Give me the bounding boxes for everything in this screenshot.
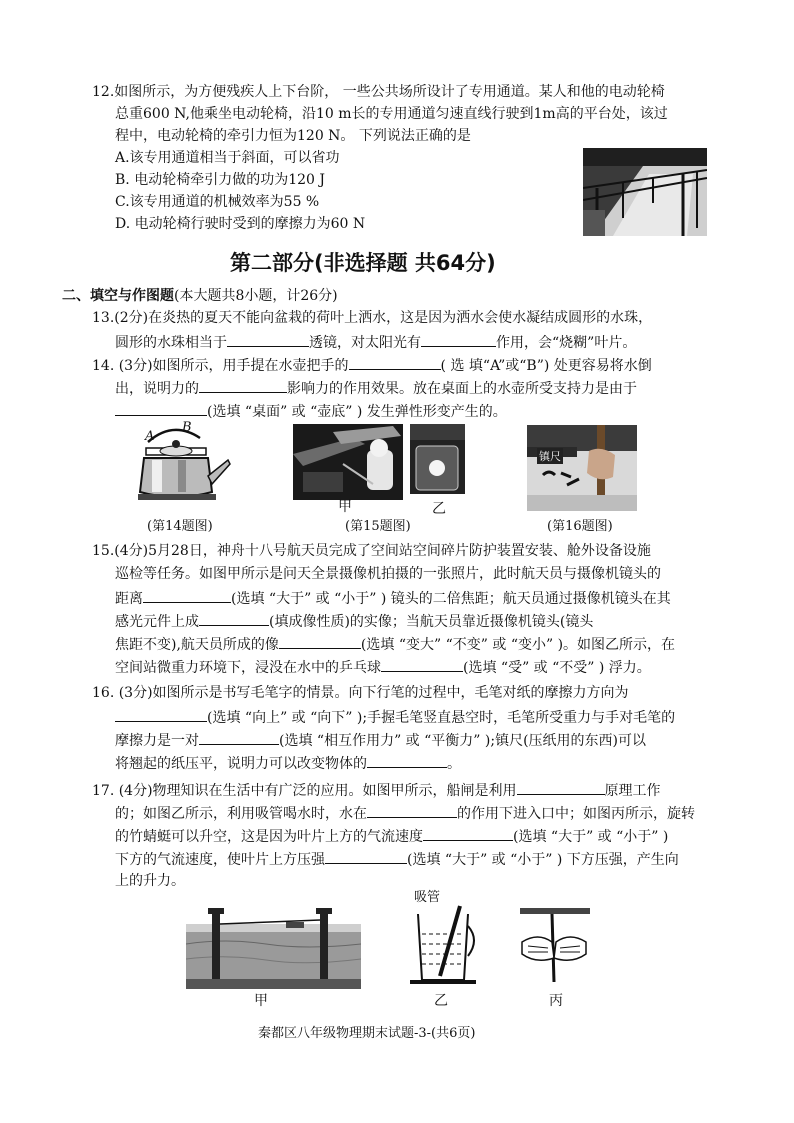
q14-blank-1[interactable] — [349, 354, 441, 370]
fig17-jia-label: 甲 — [254, 993, 268, 1009]
q15-text-c: 感光元件上成 — [115, 614, 199, 630]
q15-line-3 — [115, 587, 671, 609]
q15-blank-4[interactable] — [381, 656, 463, 672]
q16-blank-3[interactable] — [367, 752, 447, 768]
q17-blank-4[interactable] — [325, 848, 407, 864]
q15-line-4 — [115, 610, 593, 632]
q17-text-h: (选填 “大于” 或 “小于” ) 下方压强，产生向 — [407, 852, 679, 868]
q17-text-a: 17. (4分)物理知识在生活中有广泛的应用。如图甲所示，船闸是利用 — [92, 783, 517, 799]
q16-text-d: 将翘起的纸压平，说明力可以改变物体的 — [115, 756, 367, 772]
q17-text-c: 的；如图乙所示，利用吸管喝水时，水在 — [115, 806, 367, 822]
q12-option-c: C.该专用通道的机械效率为55 % — [115, 194, 320, 210]
q12-line-1: 12.如图所示，为方便残疾人上下台阶， 一些公共场所设计了专用通道。某人和他的电动轮椅 — [92, 84, 665, 100]
section-note: (本大题共8小题，计26分) — [174, 288, 338, 304]
q16-text-a: (选填 “向上” 或 “向下” );手握毛笔竖直悬空时，毛笔所受重力与手对毛笔的 — [207, 710, 676, 726]
q16-text-e: 。 — [447, 756, 461, 772]
q15-text-e: 焦距不变),航天员所成的像 — [115, 637, 279, 653]
q14-text-c: 出，说明力的 — [115, 381, 199, 397]
q15-text-f: (选填 “变大” “不变” 或 “变小” )。如图乙所示，在 — [360, 637, 676, 653]
q15-text-a: 距离 — [115, 591, 143, 607]
q17-line-3 — [115, 825, 668, 847]
q15-pingpong-photo — [410, 424, 465, 494]
q14-text-d: 影响力的作用效果。放在桌面上的水壶所受支持力是由于 — [287, 381, 637, 397]
q14-text-e: (选填 “桌面” 或 “壶底” ) 发生弹性形变产生的。 — [207, 404, 507, 420]
q17-blank-3[interactable] — [423, 825, 513, 841]
q12-line-2: 总重600 N,他乘坐电动轮椅，沿10 m长的专用通道匀速直线行驶到1m高的平台处，该过 — [115, 106, 668, 122]
fig15-caption: (第15题图) — [345, 519, 411, 534]
q14-text-b: ( 选 填“A”或“B”) 处更容易将水倒 — [440, 358, 652, 374]
page-footer: 秦都区八年级物理期末试题-3-(共6页) — [258, 1026, 476, 1041]
q12-option-b: B. 电动轮椅牵引力做的功为120 J — [115, 172, 325, 188]
q14-line-2 — [115, 377, 637, 399]
q16-calligraphy-photo — [527, 425, 637, 511]
q17-bamboo-dragonfly-figure — [514, 902, 594, 984]
q17-blank-1[interactable] — [517, 779, 605, 795]
q17-line-1 — [92, 779, 661, 801]
q16-blank-2[interactable] — [199, 729, 279, 745]
q15-line-6 — [115, 656, 651, 678]
q14-line-3 — [115, 400, 507, 422]
q13-line-2 — [115, 331, 636, 353]
fig17-bing-label: 丙 — [549, 993, 563, 1009]
q15-blank-3[interactable] — [279, 633, 361, 649]
q17-text-f: (选填 “大于” 或 “小于” ) — [513, 829, 669, 845]
q15-line-5 — [115, 633, 675, 655]
q13-line-1: 13.(2分)在炎热的夏天不能向盆栽的荷叶上洒水，这是因为洒水会使水凝结成圆形的水珠， — [92, 310, 653, 326]
q15-text-g: 空间站微重力环境下，浸没在水中的乒乓球 — [115, 660, 381, 676]
q14-blank-3[interactable] — [115, 400, 207, 416]
fig15-jia-label: 甲 — [338, 499, 352, 515]
section-head: 二、填空与作图题 — [62, 288, 174, 304]
q13-text-c: 作用，会“烧糊”叶片。 — [496, 335, 637, 351]
kettle-label-a: A — [145, 429, 155, 444]
q16-text-c: (选填 “相互作用力” 或 “平衡力” );镇尺(压纸用的东西)可以 — [279, 733, 646, 749]
q17-line-4 — [115, 848, 679, 870]
fig15-yi-label: 乙 — [432, 501, 446, 517]
q15-astronaut-photo — [293, 424, 403, 500]
q14-text-a: 14. (3分)如图所示，用手提在水壶把手的 — [92, 358, 349, 374]
straw-label: 吸管 — [414, 890, 441, 905]
q16-line-3 — [115, 729, 646, 751]
q13-text-b: 透镜，对太阳光有 — [309, 335, 421, 351]
q17-text-e: 的竹蜻蜓可以升空，这是因为叶片上方的气流速度 — [115, 829, 423, 845]
q17-text-b: 原理工作 — [604, 783, 661, 799]
q12-line-3: 程中，电动轮椅的牵引力恒为120 N。 下列说法正确的是 — [115, 128, 471, 144]
q15-blank-1[interactable] — [143, 587, 231, 603]
q14-line-1 — [92, 354, 652, 376]
fig14-caption: (第14题图) — [147, 519, 213, 534]
kettle-label-b: B — [182, 420, 192, 435]
q15-text-h: (选填 “受” 或 “不受” ) 浮力。 — [463, 660, 651, 676]
q15-blank-2[interactable] — [199, 610, 269, 626]
q15-text-d: (填成像性质)的实像；当航天员靠近摄像机镜头(镜头 — [269, 614, 594, 630]
q12-option-a: A.该专用通道相当于斜面，可以省功 — [115, 150, 340, 166]
q15-line-2: 巡检等任务。如图甲所示是问天全景摄像机拍摄的一张照片，此时航天员与摄像机镜头的 — [115, 566, 661, 582]
q15-text-b: (选填 “大于” 或 “小于” ) 镜头的二倍焦距；航天员通过摄像机镜头在其 — [231, 591, 671, 607]
q17-line-5: 上的升力。 — [115, 873, 185, 889]
q17-straw-cup-figure — [410, 900, 480, 985]
q17-blank-2[interactable] — [367, 802, 457, 818]
q17-text-g: 下方的气流速度，使叶片上方压强 — [115, 852, 325, 868]
q15-line-1: 15.(4分)5月28日，神舟十八号航天员完成了空间站空间碎片防护装置安装、舱外设备设施 — [92, 543, 651, 559]
q17-line-2 — [115, 802, 695, 824]
q17-text-d: 的作用下进入口中；如图丙所示，旋转 — [457, 806, 695, 822]
q16-blank-1[interactable] — [115, 706, 207, 722]
q13-blank-2[interactable] — [421, 331, 496, 347]
q16-text-b: 摩擦力是一对 — [115, 733, 199, 749]
q16-line-1: 16. (3分)如图所示是书写毛笔字的情景。向下行笔的过程中，毛笔对纸的摩擦力方向为 — [92, 685, 629, 701]
fig17-yi-label: 乙 — [434, 993, 448, 1009]
q14-blank-2[interactable] — [199, 377, 287, 393]
q12-option-d: D. 电动轮椅行驶时受到的摩擦力为60 N — [115, 216, 366, 232]
fig16-caption: (第16题图) — [547, 519, 613, 534]
q16-line-4 — [115, 752, 461, 774]
q13-text-a: 圆形的水珠相当于 — [115, 335, 227, 351]
zhenchi-label: 镇尺 — [539, 450, 561, 463]
q13-blank-1[interactable] — [227, 331, 309, 347]
section-heading — [62, 285, 338, 305]
q12-ramp-photo — [583, 148, 707, 236]
part-two-title: 第二部分(非选择题 共64分) — [230, 251, 496, 275]
q17-shiplock-figure — [186, 904, 361, 989]
q16-line-2 — [115, 706, 675, 728]
